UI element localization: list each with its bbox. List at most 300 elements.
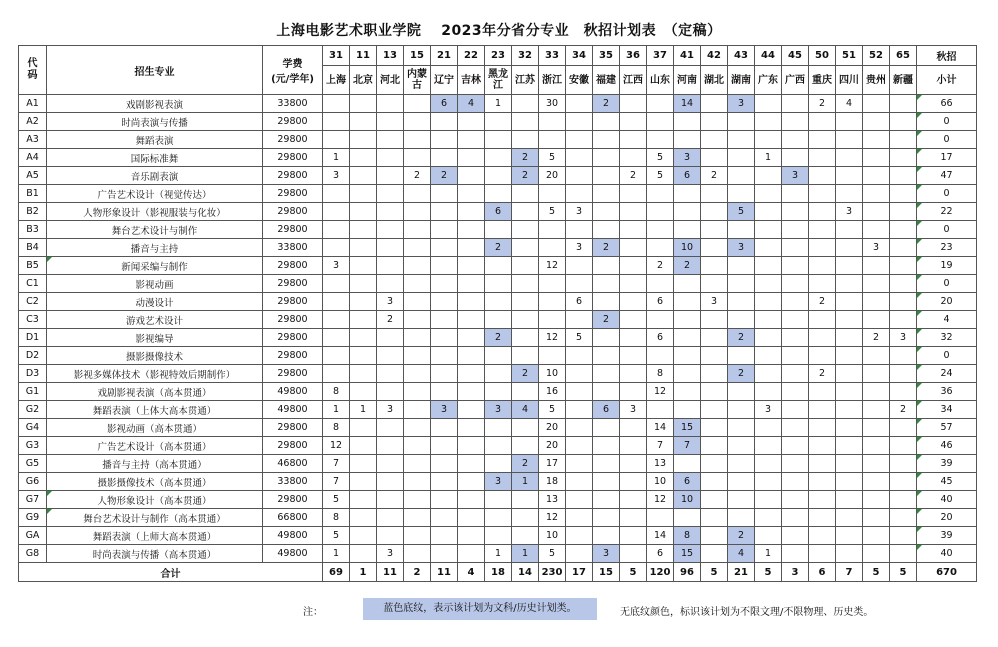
plan-cell: 2 bbox=[809, 293, 836, 311]
plan-cell: 2 bbox=[674, 257, 701, 275]
plan-cell bbox=[323, 365, 350, 383]
plan-cell: 5 bbox=[539, 203, 566, 221]
header-province-code: 36 bbox=[620, 46, 647, 66]
plan-cell bbox=[350, 419, 377, 437]
plan-cell bbox=[890, 275, 917, 293]
header-province-code: 32 bbox=[512, 46, 539, 66]
plan-cell bbox=[809, 437, 836, 455]
plan-cell bbox=[377, 491, 404, 509]
plan-cell: 1 bbox=[323, 401, 350, 419]
plan-cell bbox=[485, 509, 512, 527]
plan-cell bbox=[863, 527, 890, 545]
plan-cell bbox=[485, 455, 512, 473]
table-row bbox=[19, 329, 977, 347]
row-fee: 33800 bbox=[263, 473, 323, 491]
plan-cell: 2 bbox=[647, 257, 674, 275]
plan-cell bbox=[755, 311, 782, 329]
plan-cell bbox=[458, 347, 485, 365]
plan-cell bbox=[350, 491, 377, 509]
row-total: 0 bbox=[917, 275, 977, 293]
plan-cell bbox=[755, 347, 782, 365]
plan-cell bbox=[458, 473, 485, 491]
plan-cell: 10 bbox=[674, 239, 701, 257]
plan-cell bbox=[458, 239, 485, 257]
plan-cell bbox=[890, 203, 917, 221]
row-total: 46 bbox=[917, 437, 977, 455]
row-fee: 49800 bbox=[263, 527, 323, 545]
plan-cell bbox=[782, 185, 809, 203]
plan-cell: 3 bbox=[377, 401, 404, 419]
row-code: G3 bbox=[19, 437, 47, 455]
plan-cell bbox=[431, 437, 458, 455]
plan-cell bbox=[836, 221, 863, 239]
plan-cell bbox=[647, 347, 674, 365]
table-row bbox=[19, 545, 977, 563]
plan-cell bbox=[485, 419, 512, 437]
plan-cell: 2 bbox=[728, 329, 755, 347]
plan-cell bbox=[782, 365, 809, 383]
plan-cell: 5 bbox=[323, 527, 350, 545]
plan-cell bbox=[674, 185, 701, 203]
plan-cell bbox=[701, 257, 728, 275]
plan-cell: 3 bbox=[593, 545, 620, 563]
plan-cell: 2 bbox=[809, 95, 836, 113]
plan-cell bbox=[836, 167, 863, 185]
plan-cell bbox=[485, 275, 512, 293]
plan-cell bbox=[377, 221, 404, 239]
table-row bbox=[19, 383, 977, 401]
plan-cell bbox=[377, 167, 404, 185]
row-fee: 66800 bbox=[263, 509, 323, 527]
plan-cell bbox=[377, 365, 404, 383]
plan-cell: 17 bbox=[539, 455, 566, 473]
row-fee: 29800 bbox=[263, 185, 323, 203]
row-major: 舞台艺术设计与制作（高本贯通） bbox=[47, 509, 263, 527]
plan-cell bbox=[890, 239, 917, 257]
plan-cell: 1 bbox=[512, 473, 539, 491]
plan-cell bbox=[836, 131, 863, 149]
plan-cell: 5 bbox=[539, 545, 566, 563]
plan-cell bbox=[350, 185, 377, 203]
plan-cell bbox=[431, 131, 458, 149]
row-fee: 49800 bbox=[263, 383, 323, 401]
plan-cell bbox=[620, 131, 647, 149]
plan-cell bbox=[890, 311, 917, 329]
plan-cell: 2 bbox=[485, 329, 512, 347]
header-province-name: 江西 bbox=[620, 66, 647, 95]
plan-cell bbox=[485, 527, 512, 545]
row-major: 播音与主持 bbox=[47, 239, 263, 257]
plan-cell bbox=[782, 113, 809, 131]
plan-cell bbox=[728, 149, 755, 167]
plan-cell bbox=[836, 401, 863, 419]
row-code: G1 bbox=[19, 383, 47, 401]
plan-cell: 3 bbox=[485, 473, 512, 491]
header-province-code: 15 bbox=[404, 46, 431, 66]
row-code: B1 bbox=[19, 185, 47, 203]
plan-cell: 5 bbox=[728, 203, 755, 221]
plan-cell bbox=[377, 509, 404, 527]
header-province-name: 浙江 bbox=[539, 66, 566, 95]
row-code: G5 bbox=[19, 455, 47, 473]
row-code: GA bbox=[19, 527, 47, 545]
plan-cell bbox=[674, 293, 701, 311]
plan-cell bbox=[377, 257, 404, 275]
plan-cell: 8 bbox=[674, 527, 701, 545]
plan-cell bbox=[539, 239, 566, 257]
plan-cell bbox=[755, 509, 782, 527]
plan-cell bbox=[350, 473, 377, 491]
total-cell: 18 bbox=[485, 563, 512, 582]
row-total: 40 bbox=[917, 545, 977, 563]
plan-cell: 30 bbox=[539, 95, 566, 113]
plan-cell bbox=[647, 401, 674, 419]
plan-cell: 3 bbox=[377, 545, 404, 563]
plan-cell bbox=[674, 329, 701, 347]
plan-cell bbox=[539, 293, 566, 311]
plan-cell bbox=[431, 113, 458, 131]
plan-cell: 4 bbox=[512, 401, 539, 419]
plan-cell bbox=[512, 527, 539, 545]
plan-cell bbox=[593, 113, 620, 131]
plan-cell bbox=[566, 131, 593, 149]
plan-cell bbox=[485, 149, 512, 167]
total-cell: 5 bbox=[620, 563, 647, 582]
plan-cell bbox=[350, 311, 377, 329]
plan-cell bbox=[566, 473, 593, 491]
plan-cell bbox=[863, 149, 890, 167]
plan-cell: 2 bbox=[377, 311, 404, 329]
plan-cell bbox=[404, 239, 431, 257]
plan-cell bbox=[512, 509, 539, 527]
plan-cell bbox=[890, 365, 917, 383]
plan-cell bbox=[593, 365, 620, 383]
plan-cell bbox=[539, 131, 566, 149]
plan-cell bbox=[755, 275, 782, 293]
table-row bbox=[19, 221, 977, 239]
plan-cell bbox=[836, 419, 863, 437]
row-total: 19 bbox=[917, 257, 977, 275]
plan-cell bbox=[404, 455, 431, 473]
plan-cell: 10 bbox=[539, 365, 566, 383]
table-row bbox=[19, 437, 977, 455]
plan-cell bbox=[674, 383, 701, 401]
plan-cell bbox=[809, 221, 836, 239]
plan-cell bbox=[647, 95, 674, 113]
plan-cell: 6 bbox=[647, 329, 674, 347]
plan-cell bbox=[377, 455, 404, 473]
plan-cell bbox=[566, 149, 593, 167]
plan-cell: 3 bbox=[890, 329, 917, 347]
plan-cell bbox=[404, 221, 431, 239]
row-total: 36 bbox=[917, 383, 977, 401]
header-total-top: 秋招 bbox=[917, 46, 977, 66]
plan-cell bbox=[458, 275, 485, 293]
plan-cell bbox=[593, 293, 620, 311]
plan-cell bbox=[458, 365, 485, 383]
plan-cell: 2 bbox=[620, 167, 647, 185]
header-province-name: 湖北 bbox=[701, 66, 728, 95]
plan-cell bbox=[863, 113, 890, 131]
plan-cell bbox=[485, 167, 512, 185]
plan-cell bbox=[620, 257, 647, 275]
plan-cell: 15 bbox=[674, 419, 701, 437]
plan-cell bbox=[647, 185, 674, 203]
header-province-code: 44 bbox=[755, 46, 782, 66]
plan-cell bbox=[566, 365, 593, 383]
plan-cell bbox=[782, 239, 809, 257]
plan-cell bbox=[593, 473, 620, 491]
totals-label: 合计 bbox=[19, 563, 323, 582]
plan-cell bbox=[836, 527, 863, 545]
header-code: 代码 bbox=[19, 46, 47, 95]
row-fee: 29800 bbox=[263, 365, 323, 383]
plan-cell bbox=[755, 437, 782, 455]
plan-cell bbox=[728, 509, 755, 527]
header-province-name: 广东 bbox=[755, 66, 782, 95]
plan-cell bbox=[350, 347, 377, 365]
plan-cell bbox=[863, 293, 890, 311]
plan-cell bbox=[323, 275, 350, 293]
plan-cell bbox=[566, 275, 593, 293]
plan-cell bbox=[809, 239, 836, 257]
header-province-code: 35 bbox=[593, 46, 620, 66]
plan-cell bbox=[809, 527, 836, 545]
plan-cell bbox=[836, 455, 863, 473]
plan-cell: 12 bbox=[323, 437, 350, 455]
plan-cell bbox=[458, 311, 485, 329]
plan-cell: 3 bbox=[728, 239, 755, 257]
plan-cell bbox=[728, 275, 755, 293]
plan-cell bbox=[431, 419, 458, 437]
plan-cell bbox=[593, 275, 620, 293]
plan-cell bbox=[755, 113, 782, 131]
row-fee: 29800 bbox=[263, 131, 323, 149]
plan-cell bbox=[566, 95, 593, 113]
row-total: 45 bbox=[917, 473, 977, 491]
row-code: G8 bbox=[19, 545, 47, 563]
total-cell: 14 bbox=[512, 563, 539, 582]
row-code: A2 bbox=[19, 113, 47, 131]
plan-cell bbox=[728, 113, 755, 131]
plan-cell: 7 bbox=[674, 437, 701, 455]
plan-cell bbox=[782, 95, 809, 113]
row-code: G6 bbox=[19, 473, 47, 491]
plan-cell bbox=[431, 473, 458, 491]
row-code: C3 bbox=[19, 311, 47, 329]
plan-cell bbox=[404, 545, 431, 563]
plan-cell bbox=[755, 293, 782, 311]
plan-cell bbox=[404, 257, 431, 275]
row-total: 57 bbox=[917, 419, 977, 437]
plan-cell bbox=[728, 131, 755, 149]
plan-cell bbox=[512, 293, 539, 311]
table-row bbox=[19, 203, 977, 221]
plan-cell bbox=[836, 545, 863, 563]
plan-cell bbox=[485, 383, 512, 401]
row-total: 23 bbox=[917, 239, 977, 257]
row-fee: 29800 bbox=[263, 347, 323, 365]
plan-cell bbox=[404, 131, 431, 149]
plan-cell bbox=[377, 113, 404, 131]
plan-cell: 1 bbox=[485, 95, 512, 113]
plan-cell bbox=[404, 527, 431, 545]
plan-cell bbox=[458, 383, 485, 401]
plan-cell bbox=[458, 149, 485, 167]
plan-cell bbox=[863, 311, 890, 329]
plan-cell bbox=[809, 131, 836, 149]
plan-cell bbox=[350, 113, 377, 131]
plan-cell bbox=[350, 509, 377, 527]
plan-cell bbox=[620, 419, 647, 437]
row-code: G7 bbox=[19, 491, 47, 509]
plan-cell: 7 bbox=[323, 455, 350, 473]
plan-cell bbox=[350, 167, 377, 185]
plan-cell: 1 bbox=[350, 401, 377, 419]
table-row bbox=[19, 527, 977, 545]
plan-cell bbox=[512, 113, 539, 131]
plan-cell bbox=[377, 527, 404, 545]
total-cell: 1 bbox=[350, 563, 377, 582]
plan-cell bbox=[863, 491, 890, 509]
plan-cell: 5 bbox=[647, 167, 674, 185]
header-province-code: 33 bbox=[539, 46, 566, 66]
header-total-bottom: 小计 bbox=[917, 66, 977, 95]
row-total: 20 bbox=[917, 293, 977, 311]
plan-cell: 12 bbox=[539, 257, 566, 275]
row-code: A1 bbox=[19, 95, 47, 113]
plan-cell bbox=[890, 131, 917, 149]
plan-cell bbox=[701, 401, 728, 419]
plan-cell bbox=[485, 185, 512, 203]
plan-cell bbox=[782, 149, 809, 167]
plan-cell bbox=[458, 527, 485, 545]
plan-cell bbox=[728, 347, 755, 365]
plan-cell bbox=[890, 509, 917, 527]
row-code: D1 bbox=[19, 329, 47, 347]
plan-cell: 2 bbox=[593, 239, 620, 257]
plan-cell bbox=[809, 455, 836, 473]
note-label: 注： bbox=[303, 607, 323, 618]
row-major: 戏剧影视表演（高本贯通） bbox=[47, 383, 263, 401]
row-major: 舞蹈表演 bbox=[47, 131, 263, 149]
plan-cell bbox=[377, 275, 404, 293]
plan-cell bbox=[755, 329, 782, 347]
row-major: 影视动画（高本贯通） bbox=[47, 419, 263, 437]
plan-cell bbox=[809, 329, 836, 347]
plan-cell bbox=[512, 419, 539, 437]
plan-cell bbox=[647, 131, 674, 149]
plan-cell bbox=[728, 221, 755, 239]
plan-cell bbox=[350, 149, 377, 167]
row-fee: 29800 bbox=[263, 329, 323, 347]
row-total: 0 bbox=[917, 221, 977, 239]
plan-cell bbox=[404, 329, 431, 347]
plan-cell bbox=[620, 473, 647, 491]
plan-cell bbox=[701, 149, 728, 167]
plan-cell bbox=[863, 257, 890, 275]
total-cell: 69 bbox=[323, 563, 350, 582]
plan-cell bbox=[539, 221, 566, 239]
header-province-code: 50 bbox=[809, 46, 836, 66]
plan-cell bbox=[593, 509, 620, 527]
plan-cell bbox=[512, 131, 539, 149]
plan-cell bbox=[836, 491, 863, 509]
row-code: B4 bbox=[19, 239, 47, 257]
plan-cell bbox=[431, 491, 458, 509]
plan-cell bbox=[323, 95, 350, 113]
plan-cell bbox=[620, 293, 647, 311]
plan-cell bbox=[701, 185, 728, 203]
plan-cell bbox=[458, 203, 485, 221]
plan-cell bbox=[620, 509, 647, 527]
row-total: 39 bbox=[917, 455, 977, 473]
row-total: 22 bbox=[917, 203, 977, 221]
plan-cell bbox=[728, 401, 755, 419]
plan-cell bbox=[431, 239, 458, 257]
plan-cell bbox=[809, 167, 836, 185]
plan-cell bbox=[458, 329, 485, 347]
plan-cell bbox=[701, 131, 728, 149]
plan-cell bbox=[593, 491, 620, 509]
row-total: 4 bbox=[917, 311, 977, 329]
plan-cell bbox=[863, 185, 890, 203]
row-total: 32 bbox=[917, 329, 977, 347]
header-province-name: 北京 bbox=[350, 66, 377, 95]
plan-cell bbox=[782, 491, 809, 509]
note-blue-swatch: 蓝色底纹，表示该计划为文科/历史计划类。 bbox=[363, 598, 597, 620]
plan-cell bbox=[377, 437, 404, 455]
plan-cell bbox=[485, 365, 512, 383]
plan-cell: 2 bbox=[431, 167, 458, 185]
plan-cell bbox=[620, 365, 647, 383]
plan-cell: 12 bbox=[539, 509, 566, 527]
plan-cell bbox=[458, 293, 485, 311]
plan-cell bbox=[755, 527, 782, 545]
grand-total: 670 bbox=[917, 563, 977, 582]
plan-cell bbox=[620, 311, 647, 329]
plan-cell bbox=[620, 545, 647, 563]
plan-cell bbox=[890, 293, 917, 311]
plan-cell bbox=[404, 401, 431, 419]
plan-cell bbox=[836, 329, 863, 347]
plan-cell: 1 bbox=[323, 149, 350, 167]
plan-cell bbox=[836, 365, 863, 383]
plan-cell: 6 bbox=[647, 293, 674, 311]
plan-cell bbox=[863, 419, 890, 437]
plan-cell bbox=[593, 527, 620, 545]
plan-cell bbox=[566, 347, 593, 365]
plan-cell bbox=[836, 437, 863, 455]
plan-cell bbox=[836, 473, 863, 491]
total-cell: 7 bbox=[836, 563, 863, 582]
plan-cell: 15 bbox=[674, 545, 701, 563]
plan-cell: 2 bbox=[728, 365, 755, 383]
plan-cell: 5 bbox=[323, 491, 350, 509]
plan-cell bbox=[647, 221, 674, 239]
header-province-name: 新疆 bbox=[890, 66, 917, 95]
plan-cell bbox=[404, 203, 431, 221]
plan-cell bbox=[404, 509, 431, 527]
plan-cell bbox=[701, 203, 728, 221]
plan-cell bbox=[701, 347, 728, 365]
plan-cell bbox=[836, 113, 863, 131]
plan-cell bbox=[350, 95, 377, 113]
plan-cell bbox=[890, 347, 917, 365]
total-cell: 11 bbox=[431, 563, 458, 582]
plan-cell bbox=[350, 203, 377, 221]
plan-cell bbox=[377, 203, 404, 221]
